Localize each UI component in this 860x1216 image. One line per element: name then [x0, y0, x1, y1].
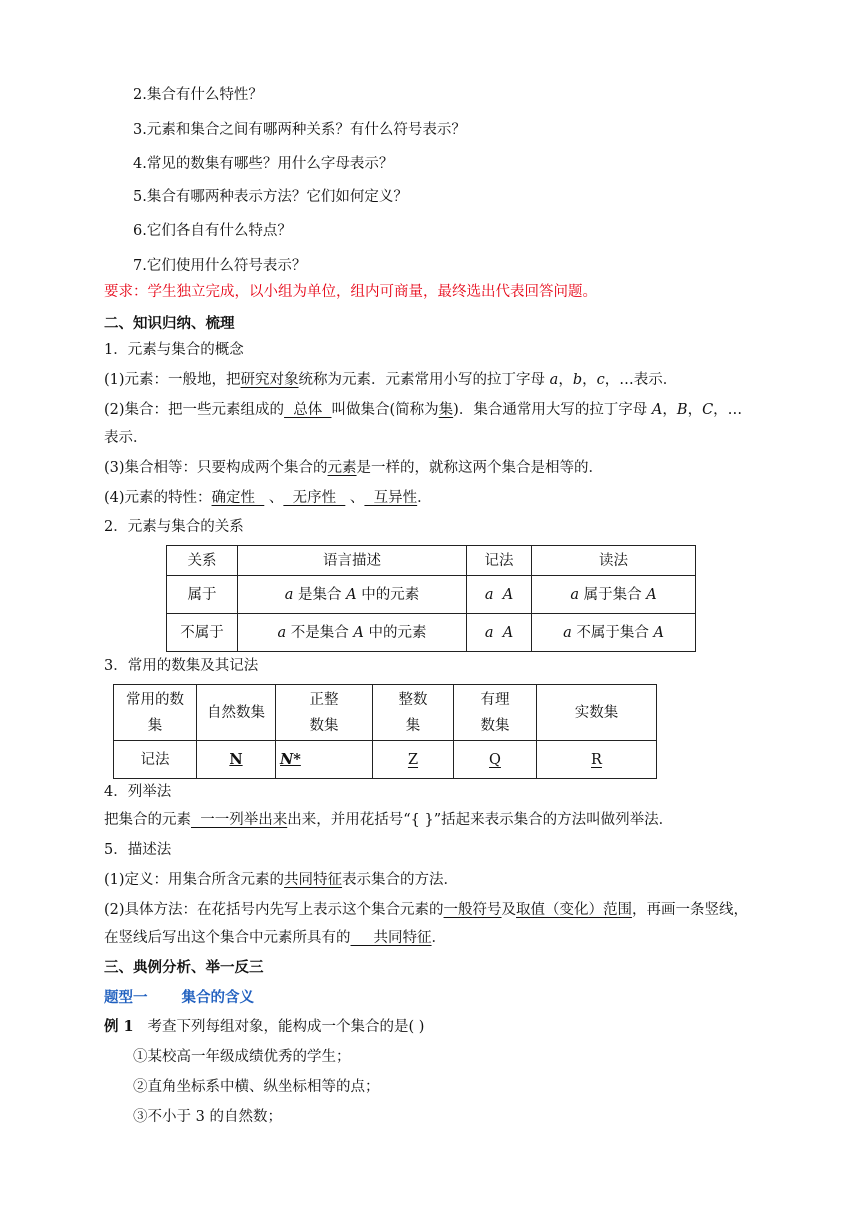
subheading: 3．常用的数集及其记法 [104, 658, 259, 674]
real-symbol: R [591, 751, 602, 768]
table-cell: a 属于集合 A [532, 576, 696, 614]
table-header: 正整 数集 [276, 685, 373, 741]
question-3: 3.元素和集合之间有哪两种关系？有什么符号表示？ [133, 122, 466, 138]
table-cell: 不属于 [167, 614, 238, 652]
option-3: ③不小于 3 的自然数； [133, 1109, 282, 1125]
table-cell: a 不是集合 A 中的元素 [238, 614, 467, 652]
description-definition: (1)定义：用集合所含元素的共同特征表示集合的方法． [104, 872, 459, 888]
table-header: 自然数集 [197, 685, 276, 741]
rational-symbol: Q [489, 751, 501, 768]
question-type: 题型一 集合的含义 [104, 989, 254, 1006]
table-cell [373, 741, 454, 779]
question-7: 7.它们使用什么符号表示？ [133, 258, 307, 274]
subheading: 1．元素与集合的概念 [104, 342, 244, 358]
table-cell: a A [467, 614, 532, 652]
table-header: 记法 [467, 546, 532, 576]
set-equality: (3)集合相等：只要构成两个集合的元素是一样的，就称这两个集合是相等的． [104, 460, 604, 476]
table-header: 常用的数 集 [114, 685, 197, 741]
table-cell: a A [467, 576, 532, 614]
table-header: 读法 [532, 546, 696, 576]
table-cell: 记法 [114, 741, 197, 779]
table-row [114, 741, 657, 779]
natural-number-symbol: N [229, 750, 243, 768]
set-definition: (2)集合：把一些元素组成的 总体 叫做集合(简称为集)．集合通常用大写的拉丁字母 A，B，C，… [104, 402, 743, 418]
option-1: ①某校高一年级成绩优秀的学生； [133, 1049, 351, 1065]
element-properties: (4)元素的特性：确定性 、 无序性 、 互异性． [104, 490, 432, 506]
subheading: 5．描述法 [104, 842, 172, 858]
listing-method: 把集合的元素 一一列举出来出来，并用花括号“{ }”括起来表示集合的方法叫做列举法． [104, 812, 674, 828]
table-row [167, 614, 696, 652]
element-definition: (1)元素：一般地，把研究对象统称为元素．元素常用小写的拉丁字母 a，b，c，…表示． [104, 372, 678, 388]
table-cell: a 不属于集合 A [532, 614, 696, 652]
question-5: 5.集合有哪两种表示方法？它们如何定义？ [133, 189, 408, 205]
table-cell [197, 741, 276, 779]
example-1: 例 1 考查下列每组对象，能构成一个集合的是( ) [104, 1018, 425, 1035]
table-cell [276, 741, 373, 779]
number-set-table [113, 684, 657, 779]
question-2: 2.集合有什么特性？ [133, 87, 263, 103]
positive-integer-symbol: N* [280, 750, 301, 768]
table-header: 实数集 [537, 685, 657, 741]
table-cell [537, 741, 657, 779]
subheading: 4．列举法 [104, 784, 172, 800]
relation-table [166, 545, 696, 652]
description-method-cont: 在竖线后写出这个集合中元素所具有的 共同特征． [104, 930, 447, 946]
table-cell [454, 741, 537, 779]
subheading: 2．元素与集合的关系 [104, 519, 244, 535]
section-heading: 三、典例分析、举一反三 [104, 959, 264, 976]
table-header: 关系 [167, 546, 238, 576]
table-header: 整数 集 [373, 685, 454, 741]
table-header: 有理 数集 [454, 685, 537, 741]
option-2: ②直角坐标系中横、纵坐标相等的点； [133, 1079, 380, 1095]
table-header: 语言描述 [238, 546, 467, 576]
question-4: 4.常见的数集有哪些？用什么字母表示？ [133, 156, 394, 172]
table-cell: 属于 [167, 576, 238, 614]
table-cell: a 是集合 A 中的元素 [238, 576, 467, 614]
section-heading: 二、知识归纳、梳理 [104, 315, 235, 332]
table-row [167, 576, 696, 614]
requirement-note: 要求：学生独立完成，以小组为单位，组内可商量，最终选出代表回答问题。 [104, 284, 597, 300]
set-definition-cont: 表示． [104, 430, 148, 446]
question-6: 6.它们各自有什么特点？ [133, 223, 292, 239]
integer-symbol: Z [407, 751, 419, 768]
description-method: (2)具体方法：在花括号内先写上表示这个集合元素的一般符号及取值（变化）范围，再画一条竖线， [104, 902, 749, 918]
